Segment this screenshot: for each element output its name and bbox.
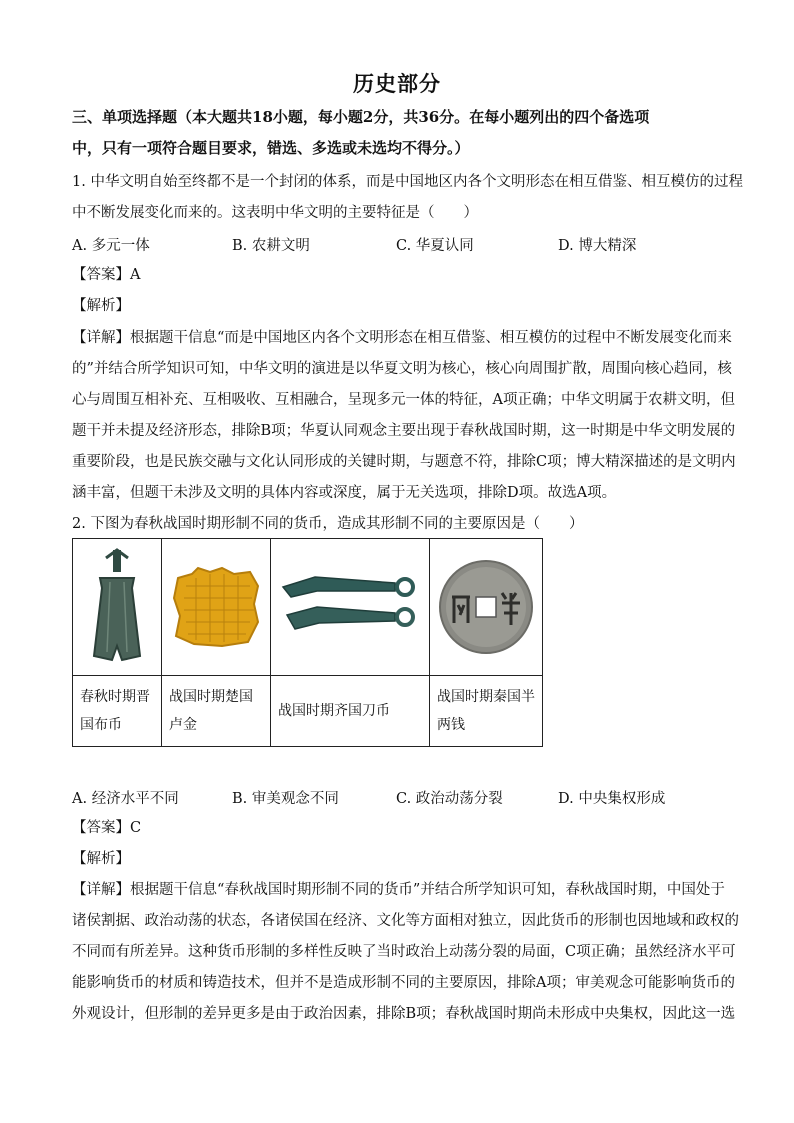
- q1-detail-line: 重要阶段，也是民族交融与文化认同形成的关键时期，与题意不符，排除C项；博大精深描述的是文明内: [72, 454, 736, 470]
- gold-ingot-image: [162, 539, 271, 676]
- q1-answer: 【答案】A: [72, 267, 141, 283]
- banliang-coin-icon: [436, 557, 536, 657]
- q1-stem-line-1: 1. 中华文明自始至终都不是一个封闭的体系，而是中国地区内各个文明形态在相互借鉴、相互模仿的过程: [72, 174, 743, 190]
- coin-caption-chu: [162, 676, 271, 747]
- caption-line: 两钱: [437, 717, 465, 733]
- banliang-coin-image: [430, 539, 543, 676]
- gold-ingot-icon: [170, 564, 262, 650]
- caption-line: 卢金: [169, 717, 197, 733]
- knife-coin-icon: [277, 567, 423, 647]
- spade-coin-icon: [86, 548, 148, 666]
- q1-analysis-label: 【解析】: [72, 298, 130, 314]
- q1-detail-line: 题干并未提及经济形态，排除B项；华夏认同观念主要出现于春秋战国时期，这一时期是中华文明发展的: [72, 423, 736, 439]
- section-header-line-1: 三、单项选择题（本大题共18小题，每小题2分，共36分。在每小题列出的四个备选项: [72, 108, 650, 126]
- coin-image-row: [73, 539, 543, 676]
- q1-option-b: B. 农耕文明: [232, 238, 310, 254]
- q2-detail-line: 外观设计，但形制的差异更多是由于政治因素，排除B项；春秋战国时期尚未形成中央集权，因此这一选: [72, 1006, 736, 1022]
- q1-detail-line: 心与周围互相补充、互相吸收、互相融合，呈现多元一体的特征，A项正确；中华文明属于农耕文明，但: [72, 392, 735, 408]
- q1-detail-line: 【详解】根据题干信息“而是中国地区内各个文明形态在相互借鉴、相互模仿的过程中不断发展变化而来: [72, 330, 732, 346]
- caption-line: 战国时期齐国刀币: [278, 703, 390, 719]
- coin-caption-jin: [73, 676, 162, 747]
- q2-option-d: D. 中央集权形成: [558, 791, 666, 807]
- q2-option-b: B. 审美观念不同: [232, 791, 339, 807]
- coin-caption-qin: [430, 676, 543, 747]
- q1-stem-line-2: 中不断发展变化而来的。这表明中华文明的主要特征是（ ）: [72, 205, 478, 221]
- coin-caption-row: [73, 676, 543, 747]
- q1-detail-line: 的”并结合所学知识可知，中华文明的演进是以华夏文明为核心，核心向周围扩散，周围向核心趋同，核: [72, 361, 732, 377]
- caption-line: 战国时期秦国半: [437, 689, 535, 705]
- q2-detail-line: 不同而有所差异。这种货币形制的多样性反映了当时政治上动荡分裂的局面，C项正确；虽然经济水平可: [72, 944, 736, 960]
- q1-detail-line: 涵丰富，但题干未涉及文明的具体内容或深度，属于无关选项，排除D项。故选A项。: [72, 485, 617, 501]
- q2-analysis-label: 【解析】: [72, 851, 130, 867]
- spade-coin-image: [73, 539, 162, 676]
- knife-coin-image: [271, 539, 430, 676]
- caption-line: 战国时期楚国: [169, 689, 253, 705]
- q2-stem: 2. 下图为春秋战国时期形制不同的货币，造成其形制不同的主要原因是（ ）: [72, 516, 584, 532]
- q2-detail-line: 诸侯割据、政治动荡的状态，各诸侯国在经济、文化等方面相对独立，因此货币的形制也因地域和政权的: [72, 913, 739, 929]
- coin-table: [72, 538, 543, 747]
- coin-caption-qi: [271, 676, 430, 747]
- q2-detail-line: 【详解】根据题干信息“春秋战国时期形制不同的货币”并结合所学知识可知，春秋战国时期，中国处于: [72, 882, 725, 898]
- section-header-line-2: 中，只有一项符合题目要求，错选、多选或未选均不得分。）: [72, 139, 470, 157]
- page-title: 历史部分: [353, 71, 441, 96]
- q1-option-c: C. 华夏认同: [396, 238, 474, 254]
- q2-answer: 【答案】C: [72, 820, 142, 836]
- q2-detail-line: 能影响货币的材质和铸造技术，但并不是造成形制不同的主要原因，排除A项；审美观念可能影响货币的: [72, 975, 735, 991]
- q1-option-a: A. 多元一体: [72, 238, 150, 254]
- q1-option-d: D. 博大精深: [558, 238, 637, 254]
- caption-line: 春秋时期晋: [80, 689, 150, 705]
- caption-line: 国布币: [80, 717, 122, 733]
- q2-option-a: A. 经济水平不同: [72, 791, 179, 807]
- q2-option-c: C. 政治动荡分裂: [396, 791, 503, 807]
